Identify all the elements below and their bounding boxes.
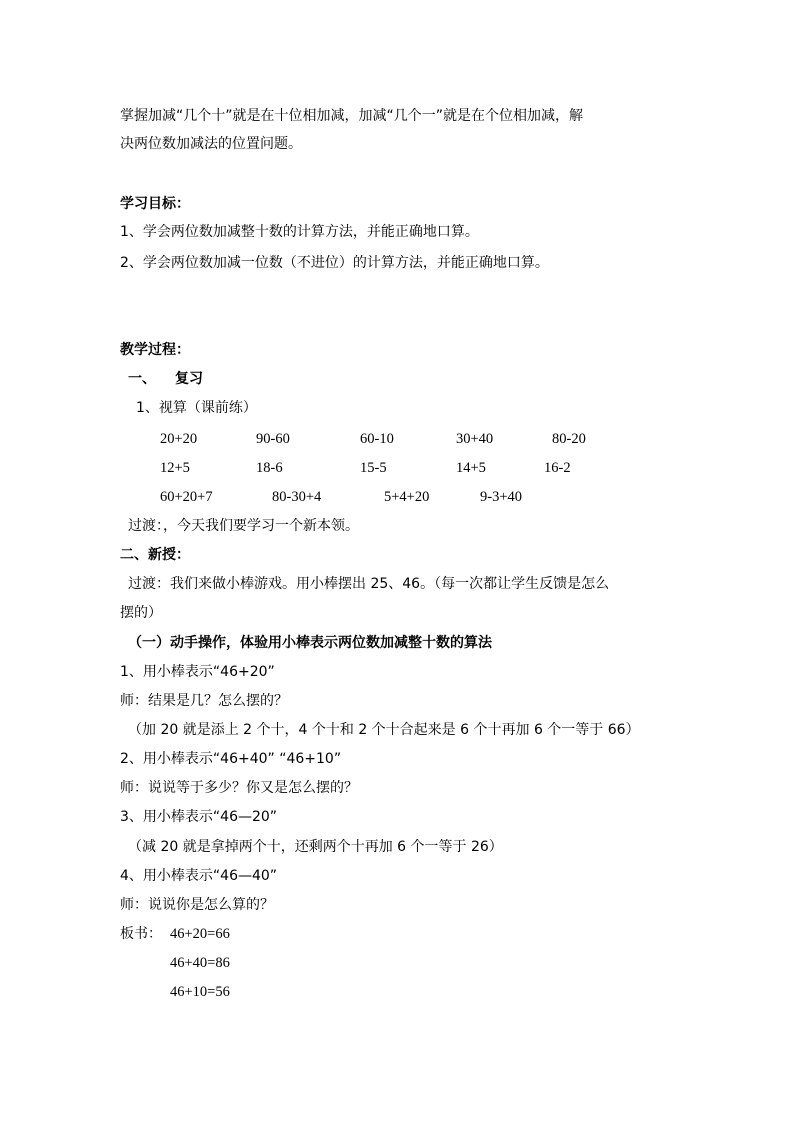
- expression: 80-20: [552, 431, 586, 447]
- expression: 60+20+7: [160, 489, 213, 505]
- board-equation: 46+10=56: [170, 984, 230, 1000]
- new-transition-line-1: 过渡：我们来做小棒游戏。用小棒摆出 25、46。（每一次都让学生反馈是怎么: [128, 576, 610, 592]
- intro-line-2: 决两位数加减法的位置问题。: [120, 136, 302, 152]
- review-label-text: 复习: [175, 371, 203, 387]
- expression: 60-10: [360, 431, 394, 447]
- section-heading-1: （一）动手操作，体验用小棒表示两位数加减整十数的算法: [128, 635, 492, 651]
- expression: 14+5: [456, 460, 486, 476]
- expression: 90-60: [256, 431, 290, 447]
- review-transition: 过渡：，今天我们要学习一个新本领。: [128, 518, 359, 534]
- lesson-line: （减 20 就是拿掉两个十，还剩两个十再加 6 个一等于 26）: [128, 839, 503, 855]
- expression: 15-5: [360, 460, 387, 476]
- process-heading: 教学过程：: [120, 342, 190, 358]
- board-label: 板书：: [120, 926, 162, 942]
- board-equation: 46+20=66: [170, 926, 230, 942]
- review-label-num: 一、: [128, 371, 156, 387]
- objective-item-1: 1、学会两位数加减整十数的计算方法，并能正确地口算。: [120, 224, 479, 240]
- lesson-line: 师：说说你是怎么算的？: [120, 897, 274, 913]
- new-transition-line-2: 摆的）: [120, 605, 162, 621]
- lesson-line: 4、用小棒表示“46—40”: [120, 868, 278, 884]
- intro-line-1: 掌握加减“几个十”就是在十位相加减，加减“几个一”就是在个位相加减，解: [120, 108, 584, 124]
- expression: 18-6: [256, 460, 283, 476]
- review-subheading: 1、视算（课前练）: [136, 400, 257, 416]
- expression: 16-2: [544, 460, 571, 476]
- expression: 9-3+40: [480, 489, 523, 505]
- expression: 5+4+20: [384, 489, 430, 505]
- expression: 80-30+4: [272, 489, 322, 505]
- lesson-line: 师：说说等于多少？你又是怎么摆的？: [120, 780, 358, 796]
- lesson-line: （加 20 就是添上 2 个十，4 个十和 2 个十合起来是 6 个十再加 6 个一等于 66）: [128, 722, 640, 738]
- board-equation: 46+40=86: [170, 955, 230, 971]
- objectives-heading: 学习目标：: [120, 196, 190, 212]
- lesson-line: 1、用小棒表示“46+20”: [120, 664, 275, 680]
- expression: 20+20: [160, 431, 198, 447]
- expression: 12+5: [160, 460, 190, 476]
- lesson-line: 师：结果是几？怎么摆的？: [120, 693, 288, 709]
- expression: 30+40: [456, 431, 494, 447]
- objective-item-2: 2、学会两位数加减一位数（不进位）的计算方法，并能正确地口算。: [120, 255, 549, 271]
- lesson-line: 2、用小棒表示“46+40” “46+10”: [120, 751, 342, 767]
- new-lesson-heading: 二、新授：: [120, 547, 190, 563]
- lesson-line: 3、用小棒表示“46—20”: [120, 809, 278, 825]
